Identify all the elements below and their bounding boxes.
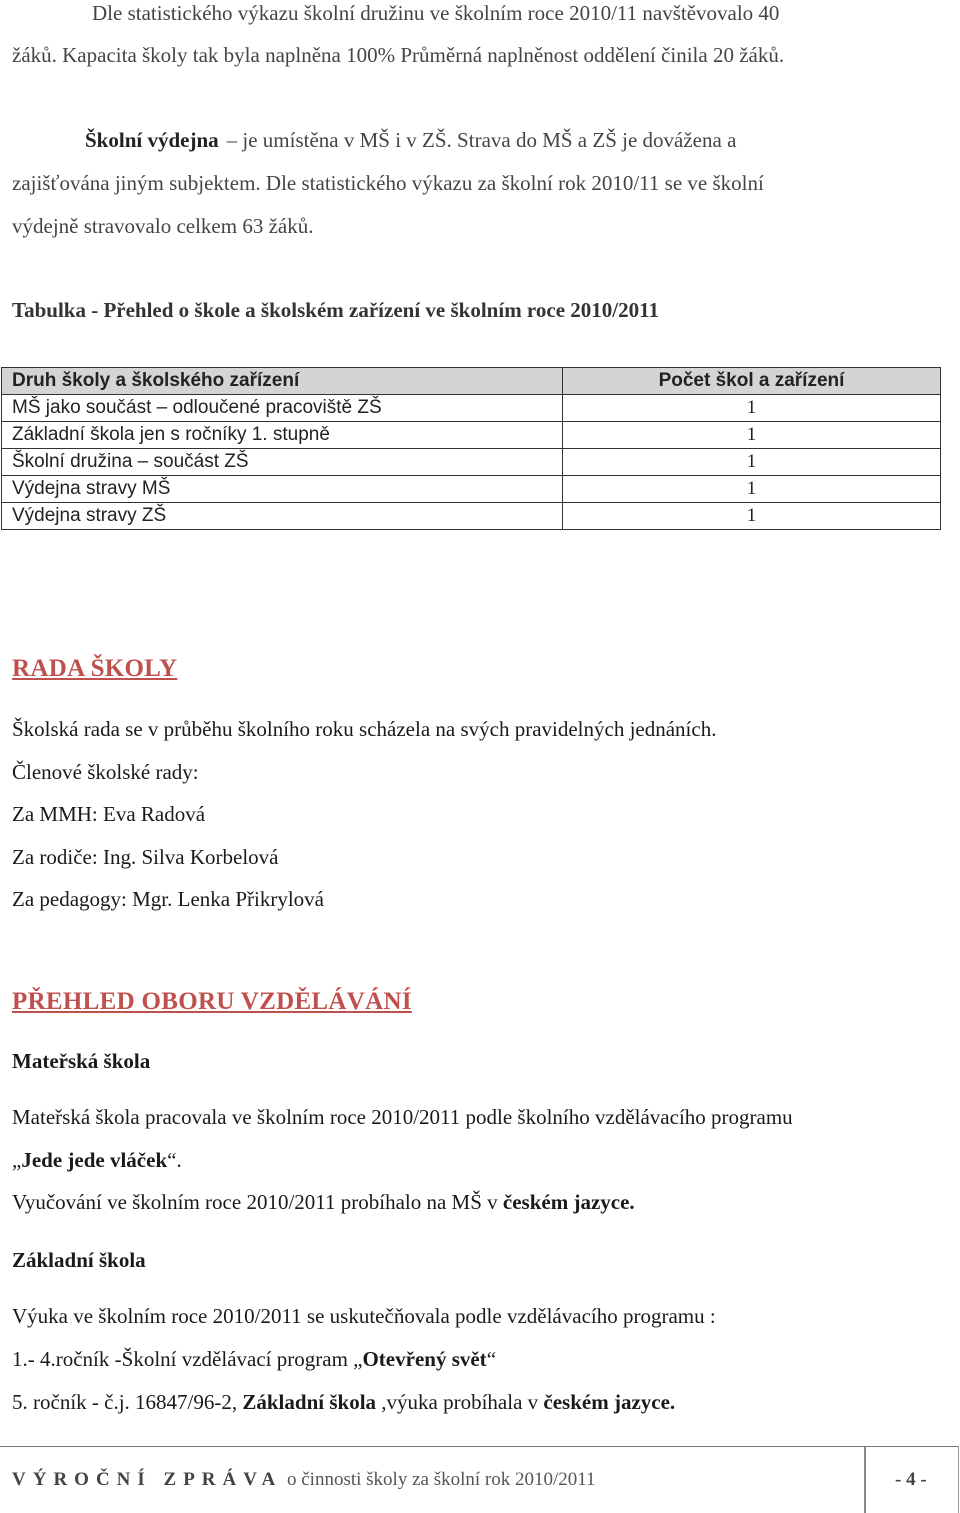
page-number: - 4 -: [895, 1469, 927, 1490]
vydejna-line-3: výdejně stravovalo celkem 63 žáků.: [12, 214, 314, 238]
row-type: Výdejna stravy ZŠ: [2, 503, 563, 530]
table-title: Tabulka - Přehled o škole a školském zařízení ve školním roce 2010/2011: [12, 298, 659, 322]
zs-line-2: [12, 1347, 496, 1372]
row-type: Výdejna stravy MŠ: [2, 476, 563, 503]
row-count: 1: [563, 503, 941, 530]
table-header-row: [2, 368, 941, 395]
ms-line-3: [12, 1190, 635, 1215]
row-count: 1: [563, 395, 941, 422]
rada-heading: RADA ŠKOLY: [12, 655, 178, 682]
rada-line-2: Členové školské rady:: [12, 760, 199, 784]
col-header-type: Druh školy a školského zařízení: [2, 368, 563, 395]
zs-line-3: [12, 1390, 675, 1415]
zs-line-2-text: 1.- 4.ročník -Školní vzdělávací program „: [12, 1347, 363, 1371]
facilities-table: [1, 367, 941, 530]
zs-program-name: Otevřený svět: [362, 1347, 487, 1371]
vydejna-bold: Školní výdejna: [85, 128, 219, 152]
zs-line-3-mid: ,výuka probíhala v: [376, 1390, 544, 1414]
row-count: 1: [563, 476, 941, 503]
ms-line-3-text: Vyučování ve školním roce 2010/2011 probíhalo na MŠ v: [12, 1190, 503, 1214]
rada-line-1: Školská rada se v průběhu školního roku scházela na svých pravidelných jednáních.: [12, 717, 717, 741]
table-row: [2, 395, 941, 422]
vydejna-line-1: [85, 128, 944, 153]
zs-heading: Základní škola: [12, 1248, 146, 1272]
footer-report-subtitle: o činnosti školy za školní rok 2010/2011: [287, 1469, 596, 1490]
row-type: Školní družina – součást ZŠ: [2, 449, 563, 476]
zs-school-type: Základní škola: [242, 1390, 377, 1414]
table-row: [2, 449, 941, 476]
ms-quote-open: „: [12, 1148, 22, 1172]
intro-line-1: Dle statistického výkazu školní družinu ve školním roce 2010/11 navštěvovalo 40: [92, 1, 780, 25]
intro-line-2: žáků. Kapacita školy tak byla naplněna 100% Průměrná naplněnost oddělení činila 20 žáků.: [12, 43, 785, 67]
footer-title: [12, 1469, 596, 1491]
row-count: 1: [563, 422, 941, 449]
zs-line-1: Výuka ve školním roce 2010/2011 se uskutečňovala podle vzdělávacího programu :: [12, 1304, 716, 1328]
rada-line-4: Za rodiče: Ing. Silva Korbelová: [12, 845, 279, 869]
prehled-heading: PŘEHLED OBORU VZDĚLÁVÁNÍ: [12, 988, 412, 1015]
zs-line-3-text: 5. ročník - č.j. 16847/96-2,: [12, 1390, 243, 1414]
rada-line-5: Za pedagogy: Mgr. Lenka Přikrylová: [12, 887, 325, 911]
footer-report-name: VÝROČNÍ ZPRÁVA: [12, 1469, 283, 1490]
table-row: [2, 422, 941, 449]
table-row: [2, 476, 941, 503]
col-header-count: Počet škol a zařízení: [563, 368, 941, 395]
ms-line-1: Mateřská škola pracovala ve školním roce 2010/2011 podle školního vzdělávacího programu: [12, 1105, 793, 1129]
vydejna-rest: – je umístěna v MŠ i v ZŠ. Strava do MŠ a ZŠ je dovážena a: [226, 128, 737, 152]
row-count: 1: [563, 449, 941, 476]
ms-program-name: Jede jede vláček: [21, 1148, 168, 1172]
zs-quote-close: “: [486, 1347, 497, 1371]
ms-heading: Mateřská škola: [12, 1049, 151, 1073]
row-type: Základní škola jen s ročníky 1. stupně: [2, 422, 563, 449]
ms-language: českém jazyce.: [502, 1190, 635, 1214]
zs-language: českém jazyce.: [543, 1390, 676, 1414]
table-row: [2, 503, 941, 530]
vydejna-line-2: zajišťována jiným subjektem. Dle statistického výkazu za školní rok 2010/11 se ve školní: [12, 171, 764, 195]
rada-line-3: Za MMH: Eva Radová: [12, 802, 206, 826]
ms-line-2: [12, 1148, 182, 1173]
page-footer: [0, 1446, 959, 1513]
ms-quote-close: “.: [167, 1148, 182, 1172]
row-type: MŠ jako součást – odloučené pracoviště ZŠ: [2, 395, 563, 422]
footer-divider: [864, 1447, 866, 1513]
